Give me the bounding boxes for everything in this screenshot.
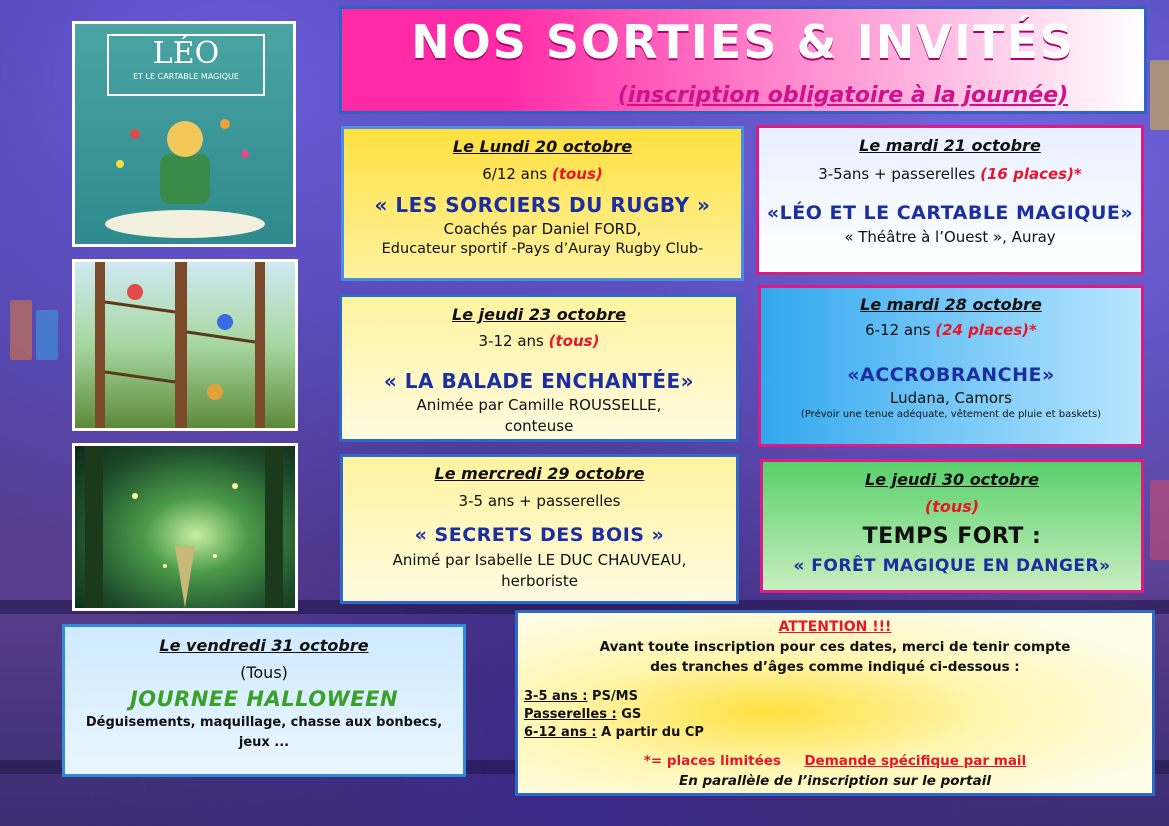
age-group-value: A partir du CP — [596, 725, 704, 740]
event-line: conteuse — [504, 417, 574, 435]
age-group-value: PS/MS — [587, 689, 638, 704]
event-line: Educateur sportif -Pays d’Auray Rugby Club- — [381, 241, 704, 257]
age-group-label: Passerelles : — [524, 707, 617, 722]
mail-request: Demande spécifique par mail — [804, 753, 1027, 769]
event-age-note: (16 places)* — [980, 165, 1082, 183]
event-date: Le Lundi 20 octobre — [452, 137, 633, 156]
event-date: Le mardi 28 octobre — [860, 295, 1042, 314]
event-title: «ACCROBRANCHE» — [847, 364, 1055, 386]
attention-line: Avant toute inscription pour ces dates, merci de tenir compte — [599, 639, 1071, 655]
age-group-row — [524, 725, 1152, 740]
event-line: jeux ... — [238, 735, 290, 750]
poster-logo: LÉO — [152, 36, 220, 71]
event-card-thursday-30 — [760, 459, 1144, 593]
event-note: (Prévoir une tenue adéquate, vêtement de pluie et baskets) — [800, 409, 1102, 420]
event-card-friday-31 — [62, 624, 466, 777]
page-subtitle: (inscription obligatoire à la journée) — [617, 83, 1069, 108]
event-date: Le jeudi 30 octobre — [865, 470, 1039, 489]
background-book — [1150, 480, 1169, 560]
age-group-label: 6-12 ans : — [524, 725, 597, 740]
event-age — [342, 332, 736, 351]
event-title: « LES SORCIERS DU RUGBY » — [374, 193, 711, 217]
limited-places-row — [518, 753, 1152, 769]
poster-foret — [72, 443, 298, 611]
event-card-tuesday-21 — [756, 125, 1144, 275]
event-date: Le vendredi 31 octobre — [159, 636, 369, 655]
event-line: Ludana, Camors — [890, 389, 1012, 407]
poster-leo-cartable — [72, 21, 296, 247]
event-age — [344, 165, 741, 184]
event-card-monday-20 — [341, 126, 744, 281]
attention-notice — [515, 610, 1155, 796]
event-date: Le mercredi 29 octobre — [434, 464, 645, 483]
attention-line: des tranches d’âges comme indiqué ci-dessous : — [650, 659, 1020, 675]
event-age-range: 3-12 ans — [478, 332, 544, 350]
title-banner — [339, 6, 1147, 114]
event-age-note: (24 places)* — [935, 321, 1037, 339]
event-age-range: 3-5ans + passerelles — [818, 165, 976, 183]
age-group-label: 3-5 ans : — [524, 689, 588, 704]
event-date: Le mardi 21 octobre — [859, 136, 1041, 155]
event-line: herboriste — [501, 572, 578, 590]
age-group-row — [524, 689, 1152, 704]
age-group-row — [524, 707, 1152, 722]
event-subtitle: « FORÊT MAGIQUE EN DANGER» — [793, 556, 1111, 576]
poster-accrobranche — [72, 259, 298, 431]
limited-places: *= places limitées — [643, 753, 781, 769]
event-title: « SECRETS DES BOIS » — [414, 524, 665, 546]
event-title: TEMPS FORT : — [862, 524, 1042, 549]
event-title: JOURNEE HALLOWEEN — [129, 687, 399, 711]
event-line: « Théâtre à l’Ouest », Auray — [844, 228, 1056, 246]
event-age-range: 6-12 ans — [865, 321, 931, 339]
poster-illustration — [75, 262, 295, 428]
background-book — [1150, 60, 1169, 130]
event-date: Le jeudi 23 octobre — [452, 305, 626, 324]
background-book — [10, 300, 32, 360]
background-book — [36, 310, 58, 360]
event-line: Déguisements, maquillage, chasse aux bonbecs, — [85, 715, 443, 730]
event-card-tuesday-28 — [758, 285, 1144, 447]
event-age — [761, 321, 1141, 340]
age-group-value: GS — [616, 707, 642, 722]
event-card-thursday-23 — [339, 294, 739, 442]
event-line: Coachés par Daniel FORD, — [443, 220, 642, 238]
event-age-note: (tous) — [924, 497, 980, 516]
event-age: (Tous) — [240, 663, 288, 682]
event-card-wednesday-29 — [340, 454, 739, 604]
event-age-note: (tous) — [548, 332, 600, 350]
event-title: « LA BALADE ENCHANTÉE» — [383, 369, 695, 393]
attention-heading: ATTENTION !!! — [778, 619, 892, 635]
attention-footer: En parallèle de l’inscription sur le portail — [678, 773, 992, 789]
poster-logo-subtitle: ET LE CARTABLE MAGIQUE — [133, 72, 239, 81]
page-title: NOS SORTIES & INVITÉS — [411, 15, 1075, 69]
event-age-range: 6/12 ans — [482, 165, 548, 183]
poster-logo-frame — [107, 34, 265, 96]
event-age — [759, 165, 1141, 184]
poster-illustration — [75, 94, 293, 244]
event-age: 3-5 ans + passerelles — [458, 492, 621, 510]
event-age-note: (tous) — [551, 165, 603, 183]
event-line: Animé par Isabelle LE DUC CHAUVEAU, — [392, 551, 687, 569]
poster-illustration — [75, 446, 295, 608]
event-line: Animée par Camille ROUSSELLE, — [416, 396, 662, 414]
event-title: «LÉO ET LE CARTABLE MAGIQUE» — [766, 202, 1134, 224]
